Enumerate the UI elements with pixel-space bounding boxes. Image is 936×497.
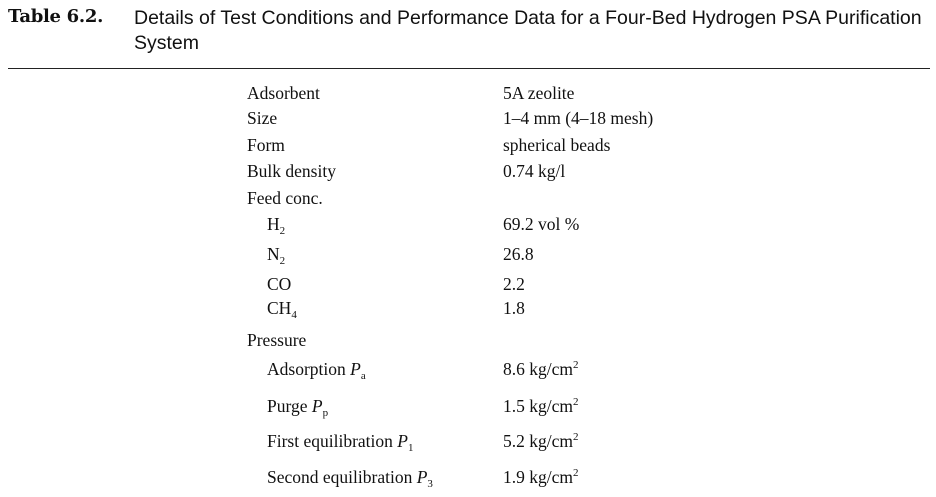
row-value: 1–4 mm (4–18 mesh) [503, 108, 654, 128]
row-label: Second equilibration $P_3$ [267, 467, 433, 490]
row-value: 1.9 $kg/cm^2$ [503, 467, 579, 487]
row-value: 1.8 [503, 298, 525, 318]
row-label: Size [247, 108, 278, 128]
row-value: 1.5 $kg/cm^2$ [503, 396, 579, 416]
table-number: Table 6.2. [8, 6, 104, 27]
row-label: Bulk density [247, 161, 336, 181]
row-label: Adsorbent [247, 83, 320, 103]
row-value: 5A zeolite [503, 83, 575, 103]
row-value: 0.74 kg/l [503, 161, 566, 181]
section-label: Pressure [247, 330, 307, 350]
row-label: First equilibration $P_1$ [267, 431, 414, 454]
row-value: 8.6 $kg/cm^2$ [503, 359, 579, 379]
row-label: $N_2$ [267, 244, 286, 267]
row-value: 26.8 [503, 244, 534, 264]
table-title: Details of Test Conditions and Performance Data for a Four-Bed Hydrogen PSA Purification System [134, 7, 922, 54]
row-label: $CH_4$ [267, 298, 297, 321]
section-label: Feed conc. [247, 188, 323, 208]
row-value: 69.2 vol % [503, 214, 580, 234]
row-value: spherical beads [503, 135, 611, 155]
row-label: CO [267, 274, 292, 294]
row-label: Form [247, 135, 285, 155]
row-value: 2.2 [503, 274, 525, 294]
table-top-rule [8, 68, 930, 69]
row-label: $H_2$ [267, 214, 286, 237]
row-label: Adsorption $P_a$ [267, 359, 366, 382]
row-value: 5.2 $kg/cm^2$ [503, 431, 579, 451]
row-label: Purge $P_p$ [267, 396, 329, 419]
